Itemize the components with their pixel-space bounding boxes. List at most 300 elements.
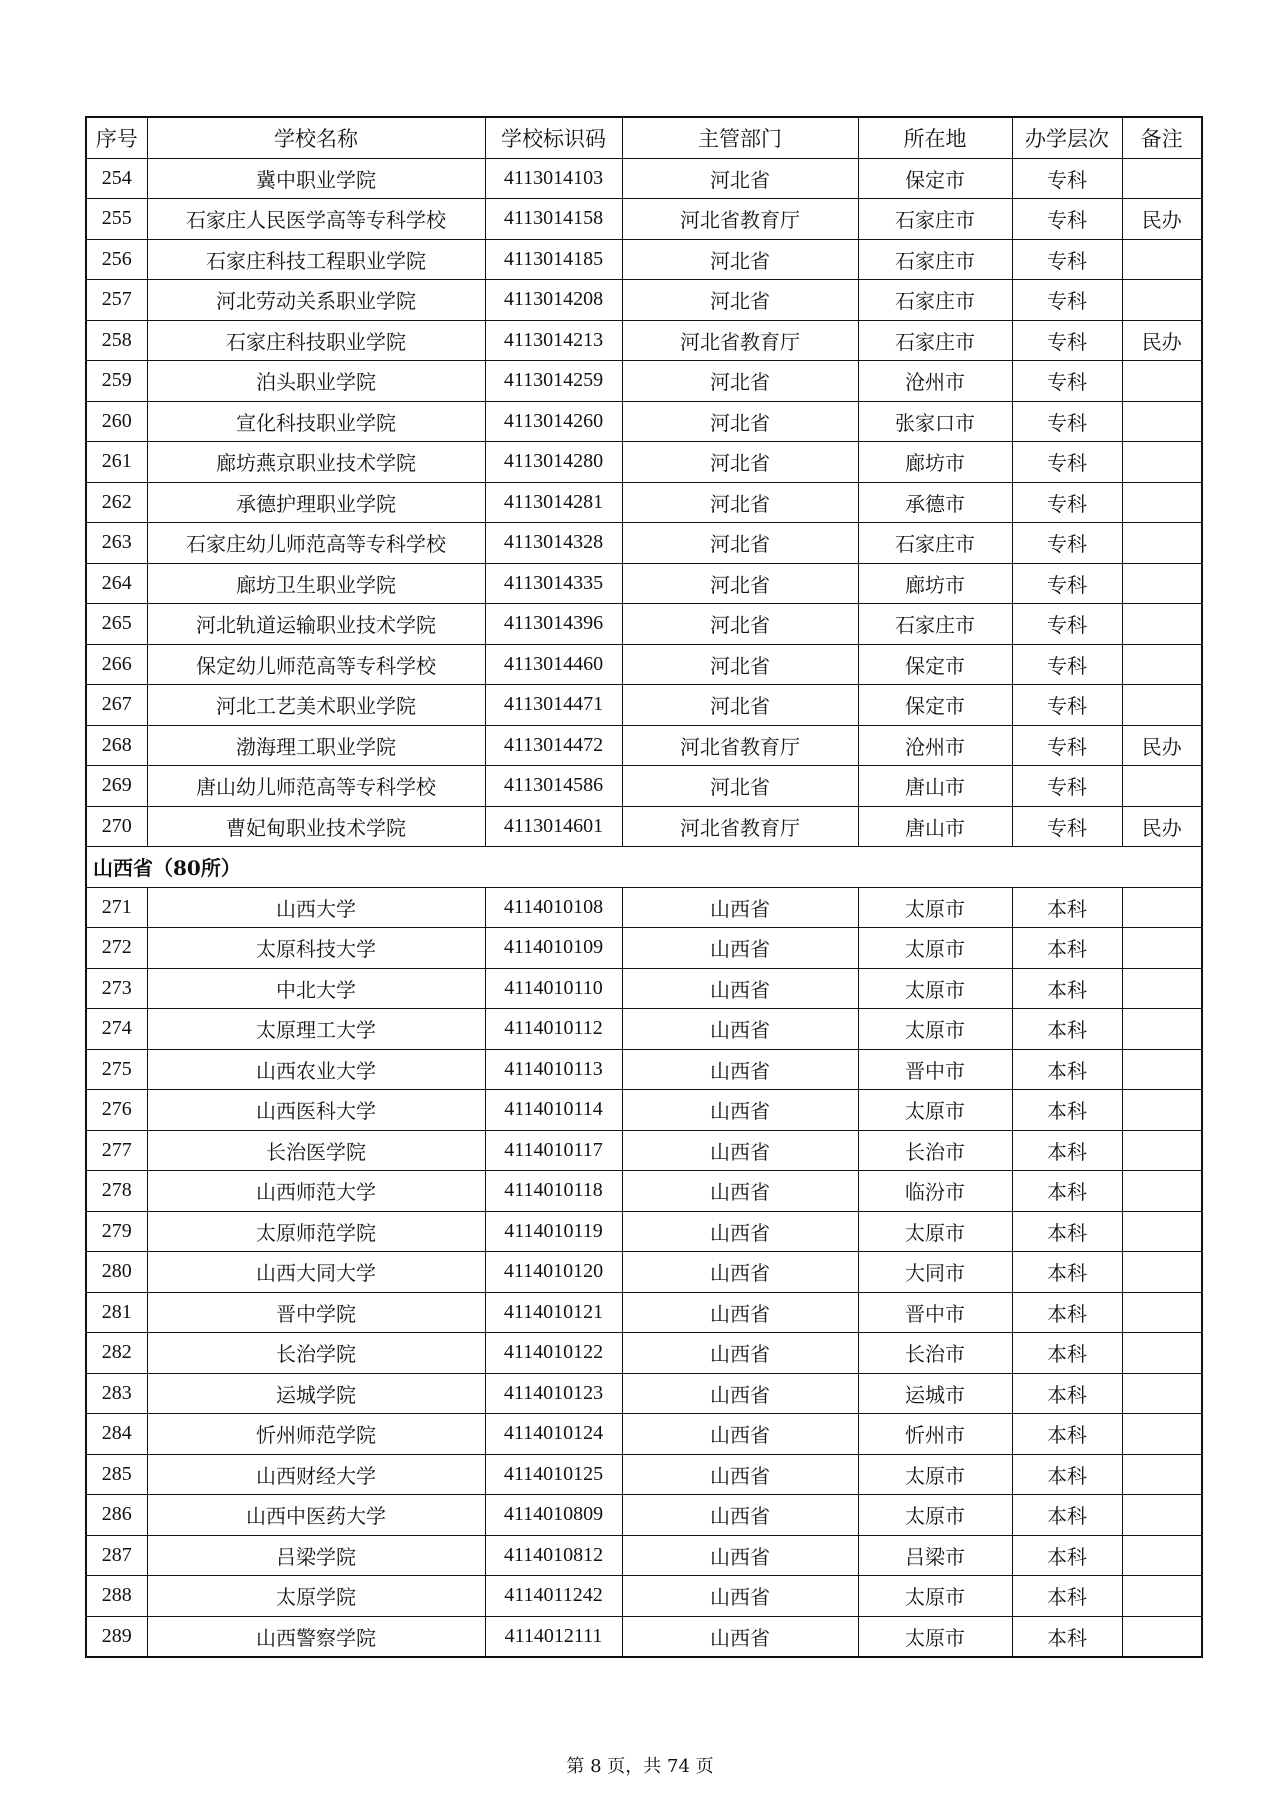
cell-school-code: 4114011242 — [485, 1576, 622, 1617]
cell-remark — [1122, 158, 1202, 199]
cell-school-name: 山西医科大学 — [147, 1090, 485, 1131]
table-row — [86, 239, 1202, 280]
cell-school-name: 吕梁学院 — [147, 1535, 485, 1576]
cell-remark — [1122, 1535, 1202, 1576]
cell-remark — [1122, 1171, 1202, 1212]
table-row — [86, 968, 1202, 1009]
cell-school-code: 4114010124 — [485, 1414, 622, 1455]
cell-school-name: 石家庄人民医学高等专科学校 — [147, 199, 485, 240]
table-row — [86, 1616, 1202, 1657]
table-header-row — [86, 117, 1202, 158]
cell-level: 专科 — [1012, 158, 1122, 199]
cell-level: 本科 — [1012, 1292, 1122, 1333]
header-department: 主管部门 — [622, 117, 858, 158]
cell-index: 284 — [86, 1414, 147, 1455]
cell-department: 河北省教育厅 — [622, 806, 858, 847]
cell-level: 本科 — [1012, 1171, 1122, 1212]
cell-school-code: 4114010117 — [485, 1130, 622, 1171]
table-row — [86, 806, 1202, 847]
cell-school-name: 山西大同大学 — [147, 1252, 485, 1293]
cell-location: 太原市 — [858, 928, 1012, 969]
cell-index: 263 — [86, 523, 147, 564]
cell-department: 河北省 — [622, 482, 858, 523]
cell-index: 282 — [86, 1333, 147, 1374]
cell-level: 专科 — [1012, 563, 1122, 604]
cell-index: 285 — [86, 1454, 147, 1495]
cell-school-code: 4113014335 — [485, 563, 622, 604]
cell-department: 山西省 — [622, 1414, 858, 1455]
table-row — [86, 1130, 1202, 1171]
cell-school-code: 4113014586 — [485, 766, 622, 807]
table-row — [86, 401, 1202, 442]
cell-index: 257 — [86, 280, 147, 321]
table-row — [86, 1333, 1202, 1374]
cell-index: 288 — [86, 1576, 147, 1617]
cell-department: 山西省 — [622, 1009, 858, 1050]
cell-index: 271 — [86, 887, 147, 928]
cell-school-name: 晋中学院 — [147, 1292, 485, 1333]
cell-location: 张家口市 — [858, 401, 1012, 442]
cell-school-code: 4113014601 — [485, 806, 622, 847]
table-row — [86, 199, 1202, 240]
table-row — [86, 280, 1202, 321]
header-school-code: 学校标识码 — [485, 117, 622, 158]
header-location: 所在地 — [858, 117, 1012, 158]
cell-remark: 民办 — [1122, 320, 1202, 361]
cell-remark — [1122, 1211, 1202, 1252]
cell-level: 本科 — [1012, 1616, 1122, 1657]
cell-school-name: 石家庄幼儿师范高等专科学校 — [147, 523, 485, 564]
cell-location: 廊坊市 — [858, 563, 1012, 604]
cell-level: 本科 — [1012, 1454, 1122, 1495]
cell-school-name: 山西警察学院 — [147, 1616, 485, 1657]
cell-school-name: 河北工艺美术职业学院 — [147, 685, 485, 726]
table-row — [86, 1535, 1202, 1576]
cell-index: 266 — [86, 644, 147, 685]
cell-location: 唐山市 — [858, 806, 1012, 847]
cell-index: 262 — [86, 482, 147, 523]
cell-remark — [1122, 1333, 1202, 1374]
cell-school-name: 运城学院 — [147, 1373, 485, 1414]
cell-remark — [1122, 1454, 1202, 1495]
cell-school-code: 4114010119 — [485, 1211, 622, 1252]
cell-school-code: 4114010108 — [485, 887, 622, 928]
cell-index: 277 — [86, 1130, 147, 1171]
cell-level: 本科 — [1012, 1414, 1122, 1455]
cell-department: 山西省 — [622, 1576, 858, 1617]
cell-school-code: 4114010812 — [485, 1535, 622, 1576]
cell-department: 河北省 — [622, 563, 858, 604]
cell-index: 287 — [86, 1535, 147, 1576]
table-row — [86, 1171, 1202, 1212]
cell-school-name: 中北大学 — [147, 968, 485, 1009]
school-list-table-container — [85, 116, 1201, 1658]
cell-school-name: 承德护理职业学院 — [147, 482, 485, 523]
cell-level: 专科 — [1012, 361, 1122, 402]
cell-location: 吕梁市 — [858, 1535, 1012, 1576]
cell-location: 太原市 — [858, 1576, 1012, 1617]
cell-school-code: 4113014460 — [485, 644, 622, 685]
cell-school-code: 4113014158 — [485, 199, 622, 240]
cell-department: 河北省教育厅 — [622, 199, 858, 240]
section-row-shanxi — [86, 847, 1202, 888]
cell-remark: 民办 — [1122, 806, 1202, 847]
cell-remark — [1122, 401, 1202, 442]
cell-school-name: 太原理工大学 — [147, 1009, 485, 1050]
cell-remark — [1122, 442, 1202, 483]
cell-remark — [1122, 1049, 1202, 1090]
cell-location: 石家庄市 — [858, 280, 1012, 321]
cell-school-name: 山西大学 — [147, 887, 485, 928]
cell-location: 太原市 — [858, 968, 1012, 1009]
table-row — [86, 1414, 1202, 1455]
cell-index: 286 — [86, 1495, 147, 1536]
cell-location: 运城市 — [858, 1373, 1012, 1414]
table-row — [86, 604, 1202, 645]
cell-location: 石家庄市 — [858, 604, 1012, 645]
cell-index: 264 — [86, 563, 147, 604]
cell-index: 283 — [86, 1373, 147, 1414]
table-row — [86, 1252, 1202, 1293]
cell-location: 沧州市 — [858, 361, 1012, 402]
cell-department: 山西省 — [622, 1373, 858, 1414]
cell-index: 260 — [86, 401, 147, 442]
table-row — [86, 158, 1202, 199]
cell-school-name: 山西财经大学 — [147, 1454, 485, 1495]
page-footer: 第 8 页，共 74 页 — [566, 1756, 714, 1777]
cell-school-name: 太原科技大学 — [147, 928, 485, 969]
cell-index: 280 — [86, 1252, 147, 1293]
cell-school-name: 太原师范学院 — [147, 1211, 485, 1252]
cell-school-code: 4114010121 — [485, 1292, 622, 1333]
cell-level: 本科 — [1012, 968, 1122, 1009]
cell-location: 石家庄市 — [858, 320, 1012, 361]
cell-school-code: 4113014328 — [485, 523, 622, 564]
cell-level: 本科 — [1012, 1576, 1122, 1617]
cell-department: 山西省 — [622, 1252, 858, 1293]
cell-index: 259 — [86, 361, 147, 402]
cell-level: 专科 — [1012, 482, 1122, 523]
table-row — [86, 1495, 1202, 1536]
header-school-name: 学校名称 — [147, 117, 485, 158]
cell-department: 山西省 — [622, 1333, 858, 1374]
cell-school-name: 渤海理工职业学院 — [147, 725, 485, 766]
cell-remark — [1122, 239, 1202, 280]
table-body — [86, 158, 1202, 1657]
cell-department: 河北省教育厅 — [622, 725, 858, 766]
cell-department: 河北省 — [622, 523, 858, 564]
cell-remark — [1122, 563, 1202, 604]
cell-level: 本科 — [1012, 1090, 1122, 1131]
cell-department: 河北省 — [622, 158, 858, 199]
cell-index: 289 — [86, 1616, 147, 1657]
cell-school-code: 4113014208 — [485, 280, 622, 321]
cell-department: 山西省 — [622, 1454, 858, 1495]
cell-school-name: 长治学院 — [147, 1333, 485, 1374]
cell-school-code: 4113014280 — [485, 442, 622, 483]
cell-index: 270 — [86, 806, 147, 847]
cell-location: 晋中市 — [858, 1292, 1012, 1333]
cell-location: 长治市 — [858, 1333, 1012, 1374]
cell-school-name: 石家庄科技工程职业学院 — [147, 239, 485, 280]
cell-level: 本科 — [1012, 928, 1122, 969]
cell-level: 本科 — [1012, 1333, 1122, 1374]
cell-department: 山西省 — [622, 1090, 858, 1131]
cell-school-name: 太原学院 — [147, 1576, 485, 1617]
cell-index: 275 — [86, 1049, 147, 1090]
cell-school-code: 4114010122 — [485, 1333, 622, 1374]
cell-level: 专科 — [1012, 280, 1122, 321]
cell-level: 本科 — [1012, 1252, 1122, 1293]
cell-school-code: 4114010114 — [485, 1090, 622, 1131]
table-row — [86, 361, 1202, 402]
cell-index: 256 — [86, 239, 147, 280]
cell-remark — [1122, 1414, 1202, 1455]
cell-school-code: 4114010113 — [485, 1049, 622, 1090]
cell-level: 专科 — [1012, 766, 1122, 807]
cell-department: 山西省 — [622, 1049, 858, 1090]
cell-remark — [1122, 482, 1202, 523]
cell-location: 忻州市 — [858, 1414, 1012, 1455]
cell-level: 专科 — [1012, 523, 1122, 564]
cell-location: 晋中市 — [858, 1049, 1012, 1090]
cell-department: 河北省 — [622, 644, 858, 685]
cell-index: 273 — [86, 968, 147, 1009]
cell-location: 太原市 — [858, 1616, 1012, 1657]
cell-remark — [1122, 685, 1202, 726]
cell-location: 承德市 — [858, 482, 1012, 523]
cell-location: 石家庄市 — [858, 523, 1012, 564]
cell-remark — [1122, 644, 1202, 685]
cell-level: 本科 — [1012, 1049, 1122, 1090]
cell-remark — [1122, 1130, 1202, 1171]
cell-level: 专科 — [1012, 401, 1122, 442]
table-row — [86, 320, 1202, 361]
cell-department: 山西省 — [622, 1292, 858, 1333]
cell-school-code: 4113014259 — [485, 361, 622, 402]
cell-location: 长治市 — [858, 1130, 1012, 1171]
cell-school-name: 宣化科技职业学院 — [147, 401, 485, 442]
cell-department: 山西省 — [622, 887, 858, 928]
cell-school-name: 冀中职业学院 — [147, 158, 485, 199]
cell-remark — [1122, 280, 1202, 321]
cell-level: 本科 — [1012, 887, 1122, 928]
cell-school-code: 4114010112 — [485, 1009, 622, 1050]
table-row — [86, 766, 1202, 807]
table-row — [86, 644, 1202, 685]
cell-level: 专科 — [1012, 199, 1122, 240]
header-level: 办学层次 — [1012, 117, 1122, 158]
cell-school-code: 4113014396 — [485, 604, 622, 645]
cell-school-code: 4114010809 — [485, 1495, 622, 1536]
cell-school-name: 石家庄科技职业学院 — [147, 320, 485, 361]
cell-department: 山西省 — [622, 1130, 858, 1171]
cell-department: 河北省教育厅 — [622, 320, 858, 361]
cell-department: 河北省 — [622, 280, 858, 321]
cell-level: 专科 — [1012, 644, 1122, 685]
cell-department: 山西省 — [622, 1171, 858, 1212]
cell-location: 太原市 — [858, 1454, 1012, 1495]
cell-department: 山西省 — [622, 928, 858, 969]
cell-remark — [1122, 1252, 1202, 1293]
cell-location: 太原市 — [858, 887, 1012, 928]
cell-index: 281 — [86, 1292, 147, 1333]
cell-school-name: 唐山幼儿师范高等专科学校 — [147, 766, 485, 807]
cell-school-code: 4113014103 — [485, 158, 622, 199]
table-row — [86, 482, 1202, 523]
cell-index: 254 — [86, 158, 147, 199]
cell-school-code: 4114010110 — [485, 968, 622, 1009]
table-row — [86, 563, 1202, 604]
table-row — [86, 1292, 1202, 1333]
cell-location: 唐山市 — [858, 766, 1012, 807]
cell-index: 267 — [86, 685, 147, 726]
cell-level: 专科 — [1012, 604, 1122, 645]
cell-remark — [1122, 523, 1202, 564]
cell-level: 专科 — [1012, 442, 1122, 483]
cell-location: 大同市 — [858, 1252, 1012, 1293]
cell-location: 太原市 — [858, 1211, 1012, 1252]
cell-school-code: 4114010120 — [485, 1252, 622, 1293]
cell-location: 保定市 — [858, 158, 1012, 199]
cell-location: 太原市 — [858, 1009, 1012, 1050]
table-row — [86, 1576, 1202, 1617]
cell-index: 274 — [86, 1009, 147, 1050]
cell-index: 261 — [86, 442, 147, 483]
cell-department: 山西省 — [622, 1616, 858, 1657]
cell-remark — [1122, 361, 1202, 402]
cell-remark: 民办 — [1122, 725, 1202, 766]
cell-school-name: 山西农业大学 — [147, 1049, 485, 1090]
cell-department: 山西省 — [622, 1211, 858, 1252]
cell-school-name: 廊坊卫生职业学院 — [147, 563, 485, 604]
header-index: 序号 — [86, 117, 147, 158]
cell-school-code: 4114010118 — [485, 1171, 622, 1212]
cell-index: 279 — [86, 1211, 147, 1252]
cell-remark — [1122, 604, 1202, 645]
cell-department: 山西省 — [622, 1495, 858, 1536]
cell-department: 河北省 — [622, 361, 858, 402]
cell-remark — [1122, 1009, 1202, 1050]
cell-level: 本科 — [1012, 1535, 1122, 1576]
cell-level: 本科 — [1012, 1373, 1122, 1414]
cell-school-name: 山西中医药大学 — [147, 1495, 485, 1536]
cell-index: 276 — [86, 1090, 147, 1131]
cell-remark — [1122, 1616, 1202, 1657]
cell-school-name: 忻州师范学院 — [147, 1414, 485, 1455]
cell-level: 本科 — [1012, 1211, 1122, 1252]
cell-school-code: 4113014281 — [485, 482, 622, 523]
table-row — [86, 1454, 1202, 1495]
cell-location: 石家庄市 — [858, 239, 1012, 280]
table-row — [86, 442, 1202, 483]
cell-level: 专科 — [1012, 806, 1122, 847]
table-row — [86, 1090, 1202, 1131]
cell-school-name: 山西师范大学 — [147, 1171, 485, 1212]
cell-remark — [1122, 887, 1202, 928]
table-row — [86, 685, 1202, 726]
cell-remark — [1122, 928, 1202, 969]
cell-index: 268 — [86, 725, 147, 766]
cell-department: 河北省 — [622, 685, 858, 726]
table-row — [86, 887, 1202, 928]
cell-school-name: 廊坊燕京职业技术学院 — [147, 442, 485, 483]
cell-location: 太原市 — [858, 1495, 1012, 1536]
table-row — [86, 725, 1202, 766]
cell-department: 河北省 — [622, 604, 858, 645]
cell-department: 山西省 — [622, 1535, 858, 1576]
cell-school-name: 河北劳动关系职业学院 — [147, 280, 485, 321]
cell-index: 278 — [86, 1171, 147, 1212]
header-remark: 备注 — [1122, 117, 1202, 158]
cell-remark — [1122, 1576, 1202, 1617]
cell-level: 专科 — [1012, 685, 1122, 726]
cell-level: 专科 — [1012, 320, 1122, 361]
cell-location: 临汾市 — [858, 1171, 1012, 1212]
cell-index: 269 — [86, 766, 147, 807]
cell-school-code: 4113014213 — [485, 320, 622, 361]
cell-index: 272 — [86, 928, 147, 969]
cell-remark — [1122, 968, 1202, 1009]
cell-school-code: 4113014471 — [485, 685, 622, 726]
section-label: 山西省（80所） — [86, 847, 1202, 888]
cell-location: 保定市 — [858, 685, 1012, 726]
cell-remark: 民办 — [1122, 199, 1202, 240]
cell-location: 石家庄市 — [858, 199, 1012, 240]
cell-remark — [1122, 1495, 1202, 1536]
cell-location: 保定市 — [858, 644, 1012, 685]
cell-level: 本科 — [1012, 1009, 1122, 1050]
table-row — [86, 1373, 1202, 1414]
cell-school-name: 曹妃甸职业技术学院 — [147, 806, 485, 847]
cell-school-code: 4114012111 — [485, 1616, 622, 1657]
cell-department: 河北省 — [622, 766, 858, 807]
cell-school-name: 泊头职业学院 — [147, 361, 485, 402]
cell-remark — [1122, 766, 1202, 807]
cell-location: 廊坊市 — [858, 442, 1012, 483]
cell-remark — [1122, 1373, 1202, 1414]
cell-school-code: 4113014472 — [485, 725, 622, 766]
cell-school-name: 保定幼儿师范高等专科学校 — [147, 644, 485, 685]
cell-location: 沧州市 — [858, 725, 1012, 766]
cell-department: 河北省 — [622, 401, 858, 442]
table-row — [86, 928, 1202, 969]
table-row — [86, 1211, 1202, 1252]
cell-remark — [1122, 1292, 1202, 1333]
cell-level: 本科 — [1012, 1130, 1122, 1171]
cell-school-code: 4113014185 — [485, 239, 622, 280]
cell-index: 258 — [86, 320, 147, 361]
cell-school-name: 河北轨道运输职业技术学院 — [147, 604, 485, 645]
cell-index: 255 — [86, 199, 147, 240]
cell-level: 专科 — [1012, 239, 1122, 280]
cell-school-code: 4114010125 — [485, 1454, 622, 1495]
table-row — [86, 1049, 1202, 1090]
school-list-table — [85, 116, 1203, 1658]
cell-school-code: 4114010109 — [485, 928, 622, 969]
table-row — [86, 523, 1202, 564]
cell-index: 265 — [86, 604, 147, 645]
cell-remark — [1122, 1090, 1202, 1131]
table-row — [86, 1009, 1202, 1050]
cell-department: 河北省 — [622, 239, 858, 280]
cell-location: 太原市 — [858, 1090, 1012, 1131]
cell-department: 山西省 — [622, 968, 858, 1009]
cell-department: 河北省 — [622, 442, 858, 483]
cell-school-code: 4114010123 — [485, 1373, 622, 1414]
cell-school-name: 长治医学院 — [147, 1130, 485, 1171]
cell-level: 专科 — [1012, 725, 1122, 766]
